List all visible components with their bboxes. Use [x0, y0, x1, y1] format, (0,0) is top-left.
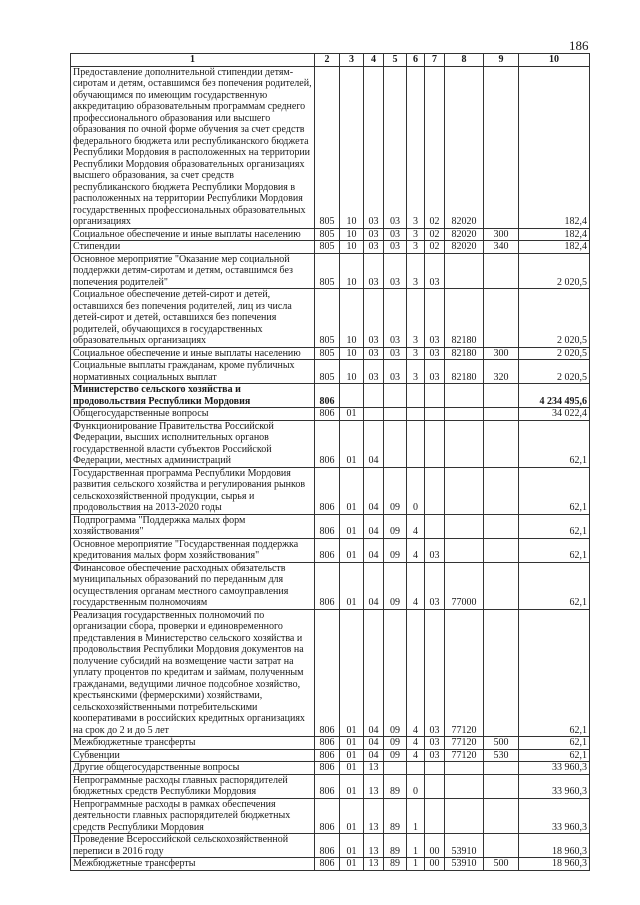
row-code: 10 [340, 347, 364, 360]
row-code: 3 [407, 289, 425, 348]
row-amount: 18 960,3 [519, 834, 590, 858]
row-code: 3 [407, 347, 425, 360]
row-code: 01 [340, 420, 364, 467]
row-amount: 182,4 [519, 66, 590, 228]
row-code: 02 [425, 228, 445, 241]
row-code [425, 774, 445, 798]
row-code: 10 [340, 66, 364, 228]
table-row [71, 347, 590, 360]
row-code: 3 [407, 360, 425, 384]
table-row [71, 562, 590, 609]
row-code: 10 [340, 228, 364, 241]
row-code [445, 538, 484, 562]
row-code: 77000 [445, 562, 484, 609]
row-code [445, 467, 484, 514]
row-code: 805 [315, 228, 340, 241]
table-row [71, 228, 590, 241]
row-code [425, 798, 445, 834]
row-amount: 2 020,5 [519, 253, 590, 289]
row-code: 01 [340, 749, 364, 762]
row-code: 4 [407, 749, 425, 762]
row-code: 09 [384, 514, 407, 538]
row-code [484, 66, 519, 228]
row-code: 4 [407, 737, 425, 750]
row-code: 1 [407, 798, 425, 834]
row-code [407, 762, 425, 775]
row-code: 09 [384, 737, 407, 750]
row-code: 03 [384, 347, 407, 360]
row-code: 03 [364, 253, 384, 289]
row-code: 4 [407, 514, 425, 538]
row-code: 04 [364, 538, 384, 562]
row-code [364, 384, 384, 408]
row-code: 01 [340, 798, 364, 834]
row-amount: 62,1 [519, 420, 590, 467]
row-code: 805 [315, 360, 340, 384]
row-code: 03 [384, 289, 407, 348]
column-header: 8 [445, 54, 484, 67]
row-amount: 33 960,3 [519, 798, 590, 834]
row-code: 03 [384, 241, 407, 254]
table-body [71, 66, 590, 870]
table-row [71, 858, 590, 871]
row-code: 806 [315, 737, 340, 750]
row-code: 300 [484, 228, 519, 241]
row-code: 03 [425, 737, 445, 750]
row-code: 03 [425, 289, 445, 348]
row-code: 03 [384, 228, 407, 241]
row-code [425, 762, 445, 775]
row-code: 01 [340, 467, 364, 514]
row-code: 806 [315, 858, 340, 871]
row-code [484, 798, 519, 834]
row-code: 13 [364, 774, 384, 798]
table-row [71, 749, 590, 762]
row-code [445, 384, 484, 408]
table-row [71, 834, 590, 858]
row-description: Основное мероприятие "Государственная поддержка кредитования малых форм хозяйствования" [71, 538, 315, 562]
row-amount: 34 022,4 [519, 408, 590, 421]
row-code: 500 [484, 737, 519, 750]
row-code: 01 [340, 562, 364, 609]
row-code: 03 [364, 289, 384, 348]
row-code: 13 [364, 762, 384, 775]
row-code: 0 [407, 774, 425, 798]
row-amount: 182,4 [519, 228, 590, 241]
row-code: 00 [425, 834, 445, 858]
row-code: 10 [340, 289, 364, 348]
row-code: 03 [364, 347, 384, 360]
row-code: 82020 [445, 241, 484, 254]
table-row [71, 408, 590, 421]
table-row [71, 384, 590, 408]
row-code: 1 [407, 858, 425, 871]
row-code: 04 [364, 609, 384, 737]
row-code: 805 [315, 241, 340, 254]
row-amount: 62,1 [519, 609, 590, 737]
row-description: Предоставление дополнительной стипендии детям-сиротам и детям, оставшимся без попечения родителей, обучающимся по имеющим государственную аккредитацию образовательным программам среднего профессионального образования или высшего образования по очной форме обучения за счет средств федерального бюджета или республиканского бюджета Республики Мордовия в расположенных на территории Республики Мордовия образовательных организациях высшего образования, за счет средств республиканского бюджета Республики Мордовия в расположенных на территории Республики Мордовия государственных профессиональных образовательных организациях [71, 66, 315, 228]
budget-table [70, 53, 590, 871]
row-code [445, 514, 484, 538]
row-code: 02 [425, 66, 445, 228]
table-row [71, 737, 590, 750]
row-description: Проведение Всероссийской сельскохозяйственной переписи в 2016 году [71, 834, 315, 858]
row-code: 13 [364, 858, 384, 871]
table-row [71, 66, 590, 228]
row-description: Государственная программа Республики Мордовия развития сельского хозяйства и регулирования рынков сельскохозяйственной продукции, сырья и продовольствия на 2013-2020 годы [71, 467, 315, 514]
table-row [71, 514, 590, 538]
row-code [445, 798, 484, 834]
row-code [384, 384, 407, 408]
row-code: 806 [315, 749, 340, 762]
row-code: 82020 [445, 228, 484, 241]
row-code: 806 [315, 798, 340, 834]
row-code: 806 [315, 514, 340, 538]
table-row [71, 253, 590, 289]
row-description: Социальное обеспечение и иные выплаты населению [71, 347, 315, 360]
row-code [407, 408, 425, 421]
row-code: 4 [407, 562, 425, 609]
row-code: 10 [340, 253, 364, 289]
table-row [71, 538, 590, 562]
row-code: 03 [364, 228, 384, 241]
row-code: 09 [384, 749, 407, 762]
row-code: 4 [407, 609, 425, 737]
row-code: 89 [384, 834, 407, 858]
row-code: 77120 [445, 609, 484, 737]
row-code: 3 [407, 228, 425, 241]
row-amount: 4 234 495,6 [519, 384, 590, 408]
row-code: 3 [407, 241, 425, 254]
row-code: 3 [407, 66, 425, 228]
row-code [425, 408, 445, 421]
row-description: Министерство сельского хозяйства и продовольствия Республики Мордовия [71, 384, 315, 408]
row-code: 09 [384, 609, 407, 737]
row-code [445, 253, 484, 289]
row-code: 53910 [445, 834, 484, 858]
row-code: 805 [315, 66, 340, 228]
row-amount: 18 960,3 [519, 858, 590, 871]
column-header: 2 [315, 54, 340, 67]
row-code: 09 [384, 562, 407, 609]
row-code: 03 [425, 609, 445, 737]
column-header: 7 [425, 54, 445, 67]
row-code: 02 [425, 241, 445, 254]
row-description: Реализация государственных полномочий по организации сбора, проверки и единовременного представления в Министерство сельского хозяйства и продовольствия Республики Мордовия документов на получение субсидий на возмещение части затрат на уплату процентов по кредитам и займам, полученным гражданами, ведущими личное подсобное хозяйство, крестьянскими (фермерскими) хозяйствами, сельскохозяйственными потребительскими кооперативами в российских кредитных организациях на срок до 2 и до 5 лет [71, 609, 315, 737]
row-code: 340 [484, 241, 519, 254]
row-code [425, 384, 445, 408]
row-code: 300 [484, 347, 519, 360]
row-code: 09 [384, 467, 407, 514]
row-code [445, 762, 484, 775]
row-description: Основное мероприятие "Оказание мер социальной поддержки детям-сиротам и детям, оставшимся без попечения родителей" [71, 253, 315, 289]
row-amount: 2 020,5 [519, 360, 590, 384]
row-code [484, 467, 519, 514]
row-code: 530 [484, 749, 519, 762]
row-code: 03 [364, 360, 384, 384]
row-amount: 62,1 [519, 749, 590, 762]
row-code: 09 [384, 538, 407, 562]
row-code [425, 420, 445, 467]
row-code: 77120 [445, 737, 484, 750]
row-code [445, 408, 484, 421]
row-code: 806 [315, 762, 340, 775]
row-code: 82180 [445, 360, 484, 384]
row-description: Стипендии [71, 241, 315, 254]
row-code: 01 [340, 514, 364, 538]
row-code: 04 [364, 562, 384, 609]
table-header-row [71, 54, 590, 67]
row-code [425, 467, 445, 514]
column-header: 3 [340, 54, 364, 67]
row-code: 500 [484, 858, 519, 871]
row-code [364, 408, 384, 421]
row-amount: 62,1 [519, 538, 590, 562]
row-description: Общегосударственные вопросы [71, 408, 315, 421]
row-description: Социальное обеспечение детей-сирот и детей, оставшихся без попечения родителей, лиц из числа детей-сирот и детей, оставшихся без попечения родителей, обучающихся в государственных образовательных организациях [71, 289, 315, 348]
row-code: 805 [315, 253, 340, 289]
row-amount: 62,1 [519, 467, 590, 514]
row-code: 04 [364, 749, 384, 762]
row-code [407, 420, 425, 467]
table-row [71, 241, 590, 254]
row-code: 01 [340, 737, 364, 750]
row-code: 03 [384, 253, 407, 289]
column-header: 4 [364, 54, 384, 67]
row-code [484, 384, 519, 408]
row-amount: 62,1 [519, 737, 590, 750]
row-code: 4 [407, 538, 425, 562]
row-code: 01 [340, 834, 364, 858]
table-row [71, 762, 590, 775]
row-code: 03 [425, 360, 445, 384]
column-header: 1 [71, 54, 315, 67]
row-code [484, 538, 519, 562]
column-header: 5 [384, 54, 407, 67]
row-amount: 33 960,3 [519, 762, 590, 775]
row-code: 04 [364, 737, 384, 750]
row-code: 00 [425, 858, 445, 871]
row-code: 805 [315, 289, 340, 348]
row-description: Подпрограмма "Поддержка малых форм хозяйствования" [71, 514, 315, 538]
row-code: 806 [315, 420, 340, 467]
row-amount: 182,4 [519, 241, 590, 254]
row-code: 806 [315, 834, 340, 858]
row-code [484, 562, 519, 609]
row-description: Социальное обеспечение и иные выплаты населению [71, 228, 315, 241]
row-code: 10 [340, 241, 364, 254]
row-code [340, 384, 364, 408]
row-code: 13 [364, 798, 384, 834]
row-code: 03 [364, 241, 384, 254]
row-code: 01 [340, 609, 364, 737]
column-header: 9 [484, 54, 519, 67]
row-code: 806 [315, 562, 340, 609]
row-code: 53910 [445, 858, 484, 871]
row-code: 806 [315, 384, 340, 408]
table-row [71, 420, 590, 467]
row-code: 04 [364, 514, 384, 538]
row-code: 01 [340, 538, 364, 562]
column-header: 6 [407, 54, 425, 67]
row-code: 04 [364, 467, 384, 514]
row-description: Межбюджетные трансферты [71, 858, 315, 871]
row-code [484, 289, 519, 348]
row-description: Социальные выплаты гражданам, кроме публичных нормативных социальных выплат [71, 360, 315, 384]
row-code: 89 [384, 798, 407, 834]
row-code: 806 [315, 538, 340, 562]
row-amount: 62,1 [519, 562, 590, 609]
table-row [71, 798, 590, 834]
row-amount: 2 020,5 [519, 289, 590, 348]
row-description: Другие общегосударственные вопросы [71, 762, 315, 775]
table-row [71, 774, 590, 798]
row-code: 806 [315, 609, 340, 737]
row-code: 806 [315, 408, 340, 421]
row-code: 89 [384, 858, 407, 871]
table-row [71, 360, 590, 384]
row-code: 82180 [445, 289, 484, 348]
row-code: 01 [340, 774, 364, 798]
row-code: 10 [340, 360, 364, 384]
row-code: 77120 [445, 749, 484, 762]
row-code: 03 [425, 347, 445, 360]
row-description: Функционирование Правительства Российской Федерации, высших исполнительных органов государственной власти субъектов Российской Федерации, местных администраций [71, 420, 315, 467]
row-code: 03 [384, 360, 407, 384]
row-code [484, 609, 519, 737]
row-code [484, 834, 519, 858]
row-code: 03 [425, 749, 445, 762]
row-code [407, 384, 425, 408]
row-amount: 2 020,5 [519, 347, 590, 360]
row-code [484, 762, 519, 775]
row-code: 01 [340, 408, 364, 421]
row-code [445, 774, 484, 798]
row-code [484, 408, 519, 421]
row-code: 805 [315, 347, 340, 360]
row-code: 320 [484, 360, 519, 384]
row-code [425, 514, 445, 538]
row-code: 01 [340, 762, 364, 775]
page-number: 186 [569, 38, 589, 53]
row-code: 3 [407, 253, 425, 289]
row-description: Непрограммные расходы в рамках обеспечения деятельности главных распорядителей бюджетных средств Республики Мордовия [71, 798, 315, 834]
table-row [71, 609, 590, 737]
row-code: 806 [315, 467, 340, 514]
row-code [484, 514, 519, 538]
column-header: 10 [519, 54, 590, 67]
row-code: 89 [384, 774, 407, 798]
row-code: 03 [384, 66, 407, 228]
row-code [384, 408, 407, 421]
row-code: 01 [340, 858, 364, 871]
row-description: Финансовое обеспечение расходных обязательств муниципальных образований по переданным для осуществления органам местного самоуправления государственным полномочиям [71, 562, 315, 609]
row-code: 806 [315, 774, 340, 798]
row-description: Субвенции [71, 749, 315, 762]
row-description: Непрограммные расходы главных распорядителей бюджетных средств Республики Мордовия [71, 774, 315, 798]
row-code: 03 [425, 562, 445, 609]
row-code: 1 [407, 834, 425, 858]
row-code: 13 [364, 834, 384, 858]
row-code [484, 253, 519, 289]
row-code [484, 774, 519, 798]
row-amount: 33 960,3 [519, 774, 590, 798]
row-code [384, 420, 407, 467]
row-amount: 62,1 [519, 514, 590, 538]
row-code: 03 [364, 66, 384, 228]
row-code [445, 420, 484, 467]
row-code: 82020 [445, 66, 484, 228]
row-code: 03 [425, 253, 445, 289]
row-code: 04 [364, 420, 384, 467]
row-code: 82180 [445, 347, 484, 360]
row-code [484, 420, 519, 467]
row-code: 03 [425, 538, 445, 562]
table-row [71, 289, 590, 348]
row-code [384, 762, 407, 775]
table-row [71, 467, 590, 514]
row-code: 0 [407, 467, 425, 514]
row-description: Межбюджетные трансферты [71, 737, 315, 750]
